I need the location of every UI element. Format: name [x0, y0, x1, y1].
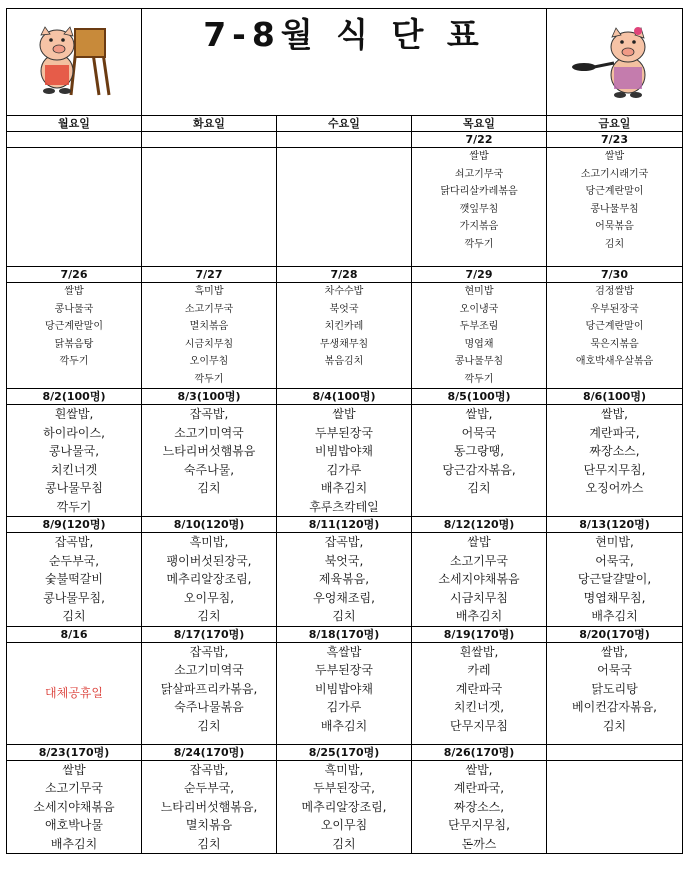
weeks-body: [7, 132, 683, 854]
menu-item: 깍두기: [464, 373, 494, 385]
menu-item: 김치: [197, 836, 221, 851]
menu-item: 콩나물무침,: [43, 590, 105, 605]
menu-item: 김치: [332, 836, 356, 851]
menu-item: 애호박나물: [45, 818, 103, 832]
menu-cell: [412, 148, 547, 267]
menu-item: 오이무침: [320, 818, 368, 832]
menu-cell: [142, 148, 277, 267]
date-cell: 8/20(170명): [547, 626, 683, 642]
menu-cell: [142, 405, 277, 517]
menu-item: 콩나물무침: [454, 356, 504, 367]
menu-item: 단무지무침: [450, 718, 508, 733]
menu-cell: [7, 283, 142, 389]
date-cell: 8/24(170명): [142, 744, 277, 760]
menu-cell: [412, 405, 547, 517]
menu-item: 소고기시래기국: [580, 168, 649, 180]
menu-item: 느타리버섯햄볶음,: [160, 799, 258, 814]
menu-item: 차수수밥: [324, 286, 364, 297]
day-tuesday: 화요일: [142, 116, 277, 132]
menu-item: 메추리알장조림,: [166, 572, 252, 586]
menu-item: 단무지무침,: [583, 462, 646, 477]
menu-cell: [277, 148, 412, 267]
menu-item: 잡곡밥,: [189, 407, 229, 421]
date-row: [7, 744, 683, 760]
menu-cell: [142, 642, 277, 744]
menu-item: 배추김치: [50, 836, 98, 851]
date-cell: 7/29: [412, 267, 547, 283]
date-cell: 7/28: [277, 267, 412, 283]
day-thursday: 목요일: [412, 116, 547, 132]
day-wednesday: 수요일: [277, 116, 412, 132]
date-cell: 8/2(100명): [7, 389, 142, 405]
menu-row: [7, 533, 683, 627]
date-cell: [277, 132, 412, 148]
date-cell: 8/25(170명): [277, 744, 412, 760]
menu-item: 잡곡밥,: [189, 762, 229, 777]
menu-item: 북엇국,: [324, 553, 364, 568]
menu-item: 동그랑땡,: [453, 444, 505, 458]
menu-item: 제육볶음,: [318, 572, 370, 586]
date-cell: 7/26: [7, 267, 142, 283]
date-cell: [547, 744, 683, 760]
page-title: 7-8월 식 단 표: [142, 9, 547, 116]
date-row: [7, 267, 683, 283]
menu-item: 깻잎무침: [459, 203, 499, 215]
menu-item: 깍두기: [464, 238, 494, 250]
menu-item: 비빔밥야채: [315, 444, 373, 458]
menu-item: 명엽채: [464, 338, 494, 350]
menu-item: 쌀밥,: [601, 407, 628, 421]
date-row: [7, 626, 683, 642]
menu-item: 어묵국: [597, 663, 632, 677]
menu-item: 김치: [604, 238, 625, 250]
date-cell: 8/23(170명): [7, 744, 142, 760]
menu-cell: [142, 760, 277, 854]
menu-cell: [412, 760, 547, 854]
menu-item: 소고기무국: [45, 781, 103, 795]
menu-item: 가지볶음: [459, 221, 499, 232]
date-cell: [142, 132, 277, 148]
menu-cell: [547, 283, 683, 389]
menu-cell: [7, 760, 142, 854]
date-cell: 8/4(100명): [277, 389, 412, 405]
menu-item: 김치: [332, 609, 356, 623]
menu-cell: [412, 533, 547, 627]
date-cell: 8/3(100명): [142, 389, 277, 405]
menu-cell: [547, 405, 683, 517]
date-cell: 7/30: [547, 267, 683, 283]
menu-item: 배추김치: [320, 718, 368, 733]
menu-cell: [547, 760, 683, 854]
menu-item: 당근계란말이: [585, 186, 644, 197]
menu-item: 메추리알장조림,: [301, 799, 387, 814]
menu-item: 잡곡밥,: [189, 644, 229, 659]
menu-item: 닭볶음탕: [54, 338, 94, 350]
date-cell: 8/16: [7, 626, 142, 642]
date-cell: 8/6(100명): [547, 389, 683, 405]
menu-item: 멸치볶음: [189, 321, 229, 332]
menu-item: 닭살파프리카볶음,: [160, 681, 258, 696]
menu-item: 닭다리살카레볶음: [440, 186, 518, 197]
date-cell: 7/23: [547, 132, 683, 148]
date-cell: 8/26(170명): [412, 744, 547, 760]
menu-item: 순두부국,: [48, 553, 100, 568]
menu-item: 흑미밥,: [324, 762, 364, 777]
menu-item: 당근달걀말이,: [577, 572, 652, 586]
menu-item: 우부된장국: [590, 303, 639, 315]
menu-cell: [547, 533, 683, 627]
menu-item: 두부된장국,: [313, 781, 375, 795]
menu-item: 흰쌀밥,: [54, 407, 94, 421]
holiday-label: 대체공휴일: [45, 685, 103, 700]
menu-item: 깍두기: [56, 499, 92, 514]
menu-item: 오이무침,: [183, 590, 235, 605]
menu-item: 숙주나물볶음: [174, 700, 244, 714]
date-cell: 7/27: [142, 267, 277, 283]
menu-item: 치킨카레: [324, 321, 364, 332]
menu-item: 잡곡밥,: [324, 535, 364, 549]
menu-item: 당근계란말이: [45, 321, 103, 332]
menu-item: 흑미밥: [194, 286, 224, 297]
menu-cell: [412, 642, 547, 744]
menu-row: [7, 405, 683, 517]
menu-item: 비빔밥야채: [315, 681, 373, 696]
menu-item: 김치: [197, 609, 221, 623]
menu-item: 배추김치: [455, 609, 503, 623]
menu-item: 오이냉국: [459, 303, 499, 315]
menu-cell: [277, 283, 412, 389]
menu-cell: [277, 642, 412, 744]
menu-item: 쌀밥: [604, 151, 625, 162]
date-row: [7, 517, 683, 533]
menu-item: 배추김치: [320, 481, 368, 495]
date-cell: 8/19(170명): [412, 626, 547, 642]
date-cell: 8/17(170명): [142, 626, 277, 642]
date-cell: 8/12(120명): [412, 517, 547, 533]
day-monday: 월요일: [7, 116, 142, 132]
menu-cell: [7, 148, 142, 267]
menu-item: 멸치볶음: [185, 818, 233, 832]
menu-item: 당근감자볶음,: [442, 462, 516, 477]
date-row: [7, 389, 683, 405]
menu-item: 두부된장국: [315, 663, 373, 677]
menu-cell: [277, 760, 412, 854]
cooking-pig-illustration: [547, 9, 683, 116]
menu-item: 김치: [197, 481, 221, 495]
menu-item: 시금치무침: [184, 338, 234, 350]
menu-item: 느타리버섯햄볶음: [162, 444, 256, 458]
menu-row: [7, 642, 683, 744]
menu-item: 소세지야채볶음: [438, 572, 520, 586]
menu-item: 흰쌀밥,: [459, 644, 499, 659]
menu-item: 오이무침: [189, 356, 229, 367]
menu-item: 콩나물무침: [45, 481, 103, 495]
menu-item: 후루츠칵테일: [309, 499, 379, 514]
menu-item: 콩나물국: [54, 303, 94, 315]
menu-item: 숯불떡갈비: [45, 572, 103, 586]
menu-item: 깍두기: [194, 373, 224, 385]
menu-item: 쌀밥,: [465, 762, 493, 777]
menu-cell: [142, 533, 277, 627]
menu-item: 어묵볶음: [595, 221, 634, 232]
menu-item: 카레: [467, 663, 491, 677]
menu-item: 쌀밥,: [601, 644, 628, 659]
menu-item: 소고기무국: [450, 553, 508, 568]
weekday-header-row: [7, 116, 683, 132]
menu-item: 쌀밥: [62, 762, 86, 777]
menu-item: 쌀밥: [467, 535, 491, 549]
menu-cell: [7, 405, 142, 517]
date-cell: 7/22: [412, 132, 547, 148]
menu-item: 무생채무침: [319, 338, 369, 350]
date-cell: 8/11(120명): [277, 517, 412, 533]
painter-pig-illustration: [7, 9, 142, 116]
menu-item: 짜장소스,: [453, 799, 505, 814]
menu-cell: [547, 642, 683, 744]
menu-cell: [412, 283, 547, 389]
menu-item: 두부조림: [459, 321, 499, 332]
menu-item: 콩나물국,: [48, 444, 100, 458]
menu-item: 볶음김치: [324, 356, 364, 367]
menu-item: 순두부국,: [183, 781, 235, 795]
menu-item: 두부된장국: [315, 425, 373, 440]
menu-row: [7, 148, 683, 267]
menu-item: 오징어까스: [585, 481, 644, 495]
menu-item: 팽이버섯된장국,: [166, 553, 252, 568]
date-cell: [7, 132, 142, 148]
menu-item: 쌀밥: [332, 407, 356, 421]
menu-item: 김가루: [326, 700, 362, 714]
menu-item: 김치: [602, 718, 627, 733]
menu-cell: [277, 533, 412, 627]
menu-item: 흑쌀밥: [326, 644, 362, 659]
day-friday: 금요일: [547, 116, 683, 132]
menu-item: 잡곡밥,: [54, 535, 94, 549]
menu-item: 하이라이스,: [43, 425, 105, 440]
menu-cell: [142, 283, 277, 389]
menu-item: 김치: [467, 481, 491, 495]
menu-item: 계란파국: [455, 681, 503, 696]
menu-cell: [7, 533, 142, 627]
menu-row: [7, 760, 683, 854]
date-cell: 8/5(100명): [412, 389, 547, 405]
menu-item: 명엽채무침,: [583, 590, 646, 605]
menu-item: 김가루: [326, 462, 362, 477]
menu-item: 현미밥,: [595, 535, 634, 549]
cooking-pig-icon: [570, 9, 660, 99]
menu-item: 계란파국,: [453, 781, 505, 795]
menu-item: 소세지야채볶음: [33, 799, 115, 814]
menu-item: 검정쌀밥: [595, 286, 634, 297]
menu-item: 배추김치: [591, 609, 638, 623]
date-cell: 8/10(120명): [142, 517, 277, 533]
menu-item: 김치: [62, 609, 86, 623]
menu-item: 쇠고기무국: [454, 168, 504, 180]
menu-cell: [547, 148, 683, 267]
menu-item: 소고기무국: [184, 303, 234, 315]
menu-item: 소고기미역국: [174, 663, 244, 677]
menu-item: 돈까스: [461, 836, 497, 851]
menu-item: 치킨너겟,: [453, 700, 505, 714]
menu-item: 우엉채조림,: [313, 590, 375, 605]
menu-item: 쌀밥: [64, 286, 84, 297]
menu-cell: [7, 642, 142, 744]
menu-item: 짜장소스,: [589, 444, 640, 458]
date-row: [7, 132, 683, 148]
menu-row: [7, 283, 683, 389]
menu-item: 깍두기: [59, 356, 89, 367]
menu-item: 어묵국: [461, 425, 497, 440]
menu-item: 시금치무침: [450, 590, 508, 605]
menu-item: 쌀밥,: [465, 407, 493, 421]
date-cell: 8/13(120명): [547, 517, 683, 533]
menu-item: 닭도리탕: [591, 681, 638, 696]
painter-pig-icon: [29, 9, 119, 99]
menu-cell: [277, 405, 412, 517]
menu-item: 베이컨감자볶음,: [572, 700, 657, 714]
date-cell: 8/9(120명): [7, 517, 142, 533]
menu-item: 어묵국,: [595, 553, 634, 568]
menu-item: 김치: [197, 718, 221, 733]
menu-item: 현미밥: [464, 286, 494, 297]
menu-item: 숙주나물,: [183, 462, 235, 477]
menu-item: 묵은지볶음: [590, 338, 639, 350]
menu-item: 계란파국,: [589, 425, 640, 440]
menu-item: 단무지무침,: [448, 818, 510, 832]
menu-item: 치킨너겟: [50, 462, 98, 477]
menu-item: 애호박새우살볶음: [575, 356, 654, 367]
menu-item: 당근계란말이: [585, 321, 644, 332]
menu-item: 흑미밥,: [189, 535, 229, 549]
menu-item: 북엇국: [329, 303, 359, 315]
meal-schedule-table: [6, 8, 683, 854]
menu-item: 쌀밥: [469, 151, 489, 162]
date-cell: 8/18(170명): [277, 626, 412, 642]
menu-item: 콩나물무침: [590, 203, 639, 215]
menu-item: 소고기미역국: [174, 425, 244, 440]
